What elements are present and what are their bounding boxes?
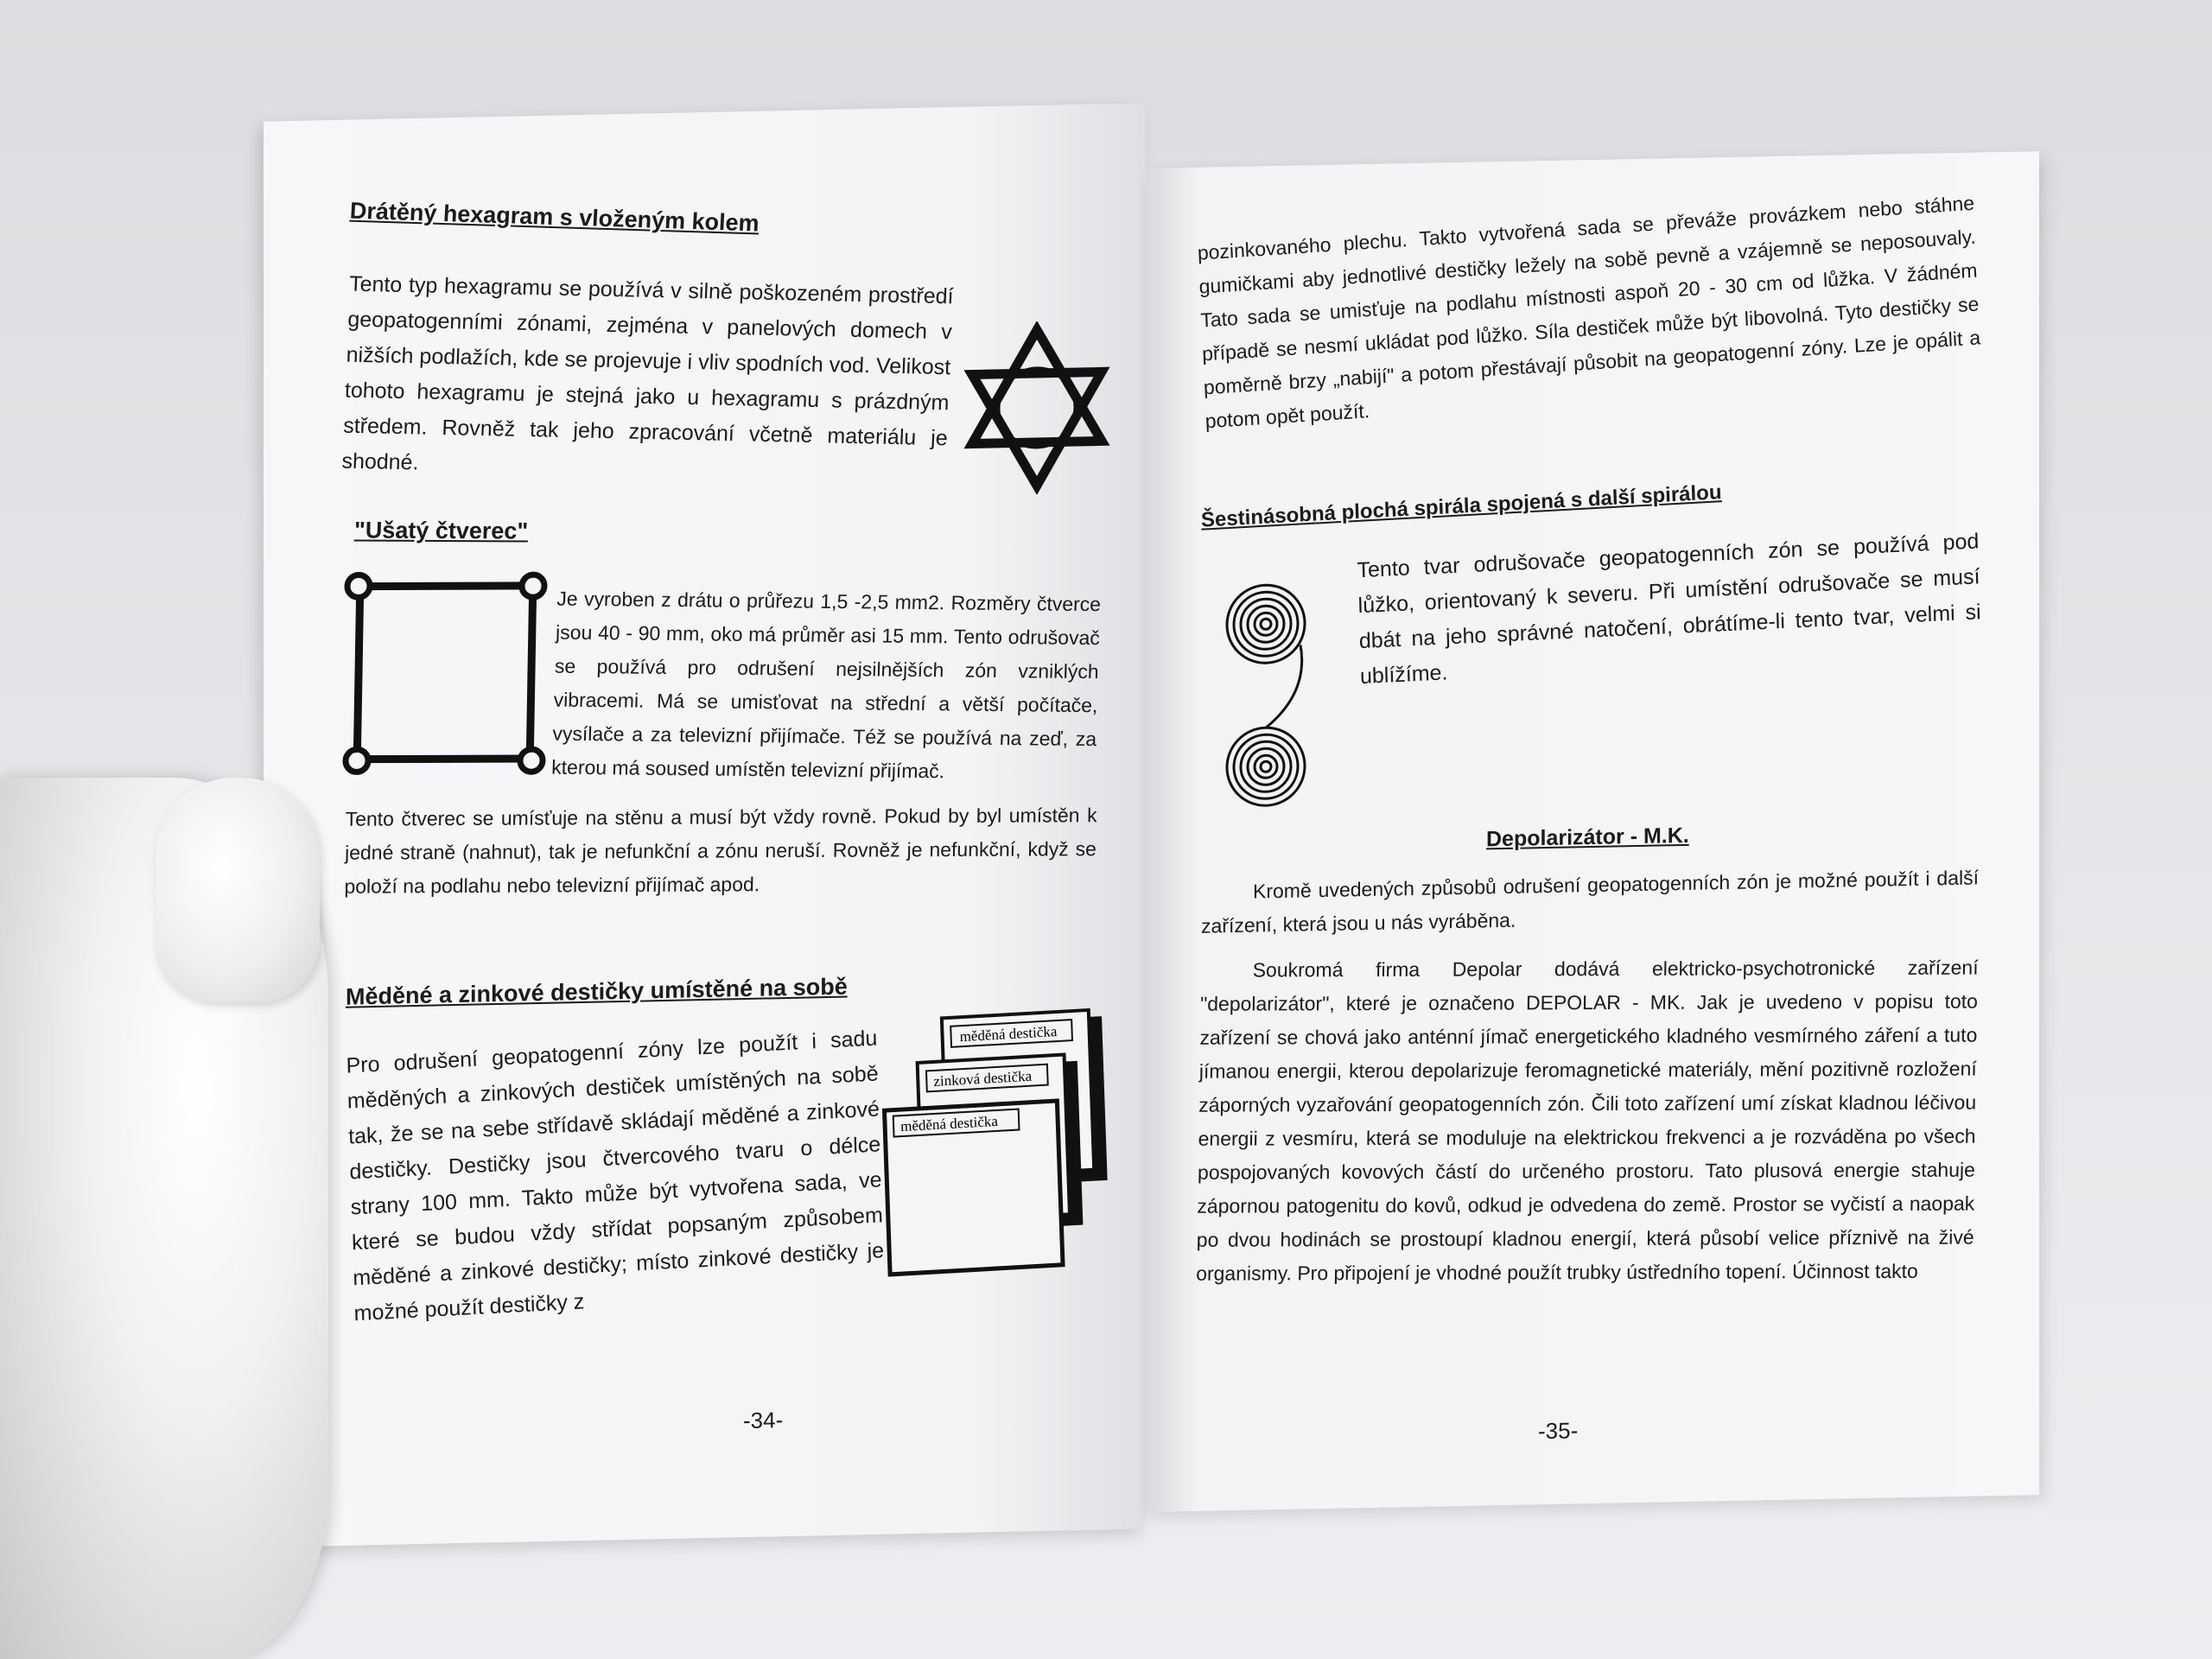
double-spiral-icon — [1214, 563, 1326, 823]
paragraph-spiral: Tento tvar odrušovače geopatogenních zón se používá pod lůžko, orientovaný k severu. Při umístění odrušovače se musí dbát na jeho správné natočení, obrátíme-li tento tvar, velmi si ublížíme. — [1357, 529, 1981, 690]
heading-usaty-ctverec: "Ušatý čtverec" — [353, 517, 529, 544]
paragraph-usaty-ctverec-a: Je vyroben z drátu o průřezu 1,5 -2,5 mm2. Rozměry čtverce jsou 40 - 90 mm, oko má průměr asi 15 mm. Tento odrušovač se používá pro odrušení nejsilnějších zón vzniklých vibracemi. Má se umisťovat na střední a větší počítače, vysílače a za televizní přijímače. Též se používá na zeď, za kterou má soused umístěn televizní přijímač. — [550, 587, 1102, 783]
heading-hexagram: Drátěný hexagram s vloženým kolem — [349, 197, 760, 237]
plate-label-copper-bottom: měděná destička — [899, 1112, 999, 1135]
paragraph-depolarizator-intro: Kromě uvedených způsobů odrušení geopatogenních zón je možné použít i další zařízení, která jsou u nás vyráběna. — [1201, 866, 1979, 938]
stacked-plates-diagram — [877, 1002, 1119, 1284]
paragraph-usaty-ctverec-b: Tento čtverec se umísťuje na stěnu a musí být vždy rovně. Pokud by byl umístěn k jedné straně (nahnut), tak je nefunkční a zónu neruší. Rovněž je nefunkční, když se položí na podlahu nebo televizní přijímač apod. — [344, 804, 1097, 898]
heading-destičky: Měděné a zinkové destičky umístěné na sobě — [346, 973, 848, 1010]
eared-square-icon — [341, 565, 549, 785]
hexagram-circle-icon — [963, 320, 1110, 496]
right-page — [1145, 151, 2039, 1512]
page-number-left: -34- — [743, 1407, 784, 1434]
paragraph-destičky: Pro odrušení geopatogenní zóny lze použít i sadu měděných a zinkových destiček umístěných na sobě tak, že se na sebe střídavě skládají měděné a zinkové destičky. Destičky jsou čtvercového tvaru o délce strany 100 mm. Takto může být vytvořena sada, ve které se budou vždy střídat popsaným způsobem měděné a zinkové destičky; místo zinkové destičky je možné použít destičky z — [346, 1026, 885, 1326]
paragraph-depolarizator-body: Soukromá firma Depolar dodává elektricko-psychotronické zařízení "depolarizátor", které je označeno DEPOLAR - MK. Jak je uvedeno v popisu toto zařízení se chová jako anténní jímač energetického kladného vesmírného záření a tuto jímanou energii, kterou depolarizuje feromagnetické materiály, mění pozitivně rozložení záporných vyzařování geopatogenních zón. Čili toto zařízení umí získat kladnou léčivou energii z vesmíru, která se moduluje na elektrickou frekvenci a je rozváděna po všech pospojovaných kovových částí do určeného prostoru. Tato plusová energie stahuje zápornou patogenitu do kovů, odkud je odvedena do země. Prostor se vyčistí a naopak po dvou hodinách se prostoupí kladnou energií, která působí velice příznivě na živé organismy. Pro připojení je vhodné použít trubky ústředního topení. Účinnost takto — [1195, 956, 1979, 1285]
left-page — [264, 103, 1145, 1547]
heading-spiral: Šestinásobná plochá spirála spojená s další spirálou — [1200, 480, 1722, 532]
paragraph-continuation: pozinkovaného plechu. Takto vytvořená sada se převáže provázkem nebo stáhne gumičkami aby jednotlivé destičky ležely na sobě pevně a vzájemně se neposouvaly. Tato sada se umisťuje na podlahu místnosti aspoň 20 - 30 cm od lůžka. V žádném případě se nesmí ukládat pod lůžko. Síla destiček může být libovolná. Tyto destičky se poměrně brzy „nabijí" a potom přestávají působit na geopatogenní zóny. Lze je opálit a potom opět použít. — [1197, 191, 1981, 433]
page-number-right: -35- — [1538, 1417, 1579, 1445]
plate-label-copper-top: měděná destička — [959, 1022, 1058, 1046]
gloved-thumb — [156, 778, 320, 1002]
heading-depolarizator: Depolarizátor - M.K. — [1486, 823, 1689, 852]
paragraph-hexagram: Tento typ hexagramu se používá v silně poškozeném prostředí geopatogenními zónami, zejména v panelových domech v nižších podlažích, kde se projevuje i vliv spodních vod. Velikost tohoto hexagramu je stejná jako u hexagramu s prázdným středem. Rovněž tak jeho zpracování včetně materiálu je shodné. — [340, 271, 955, 475]
plate-label-zinc: zinková destička — [933, 1067, 1033, 1090]
